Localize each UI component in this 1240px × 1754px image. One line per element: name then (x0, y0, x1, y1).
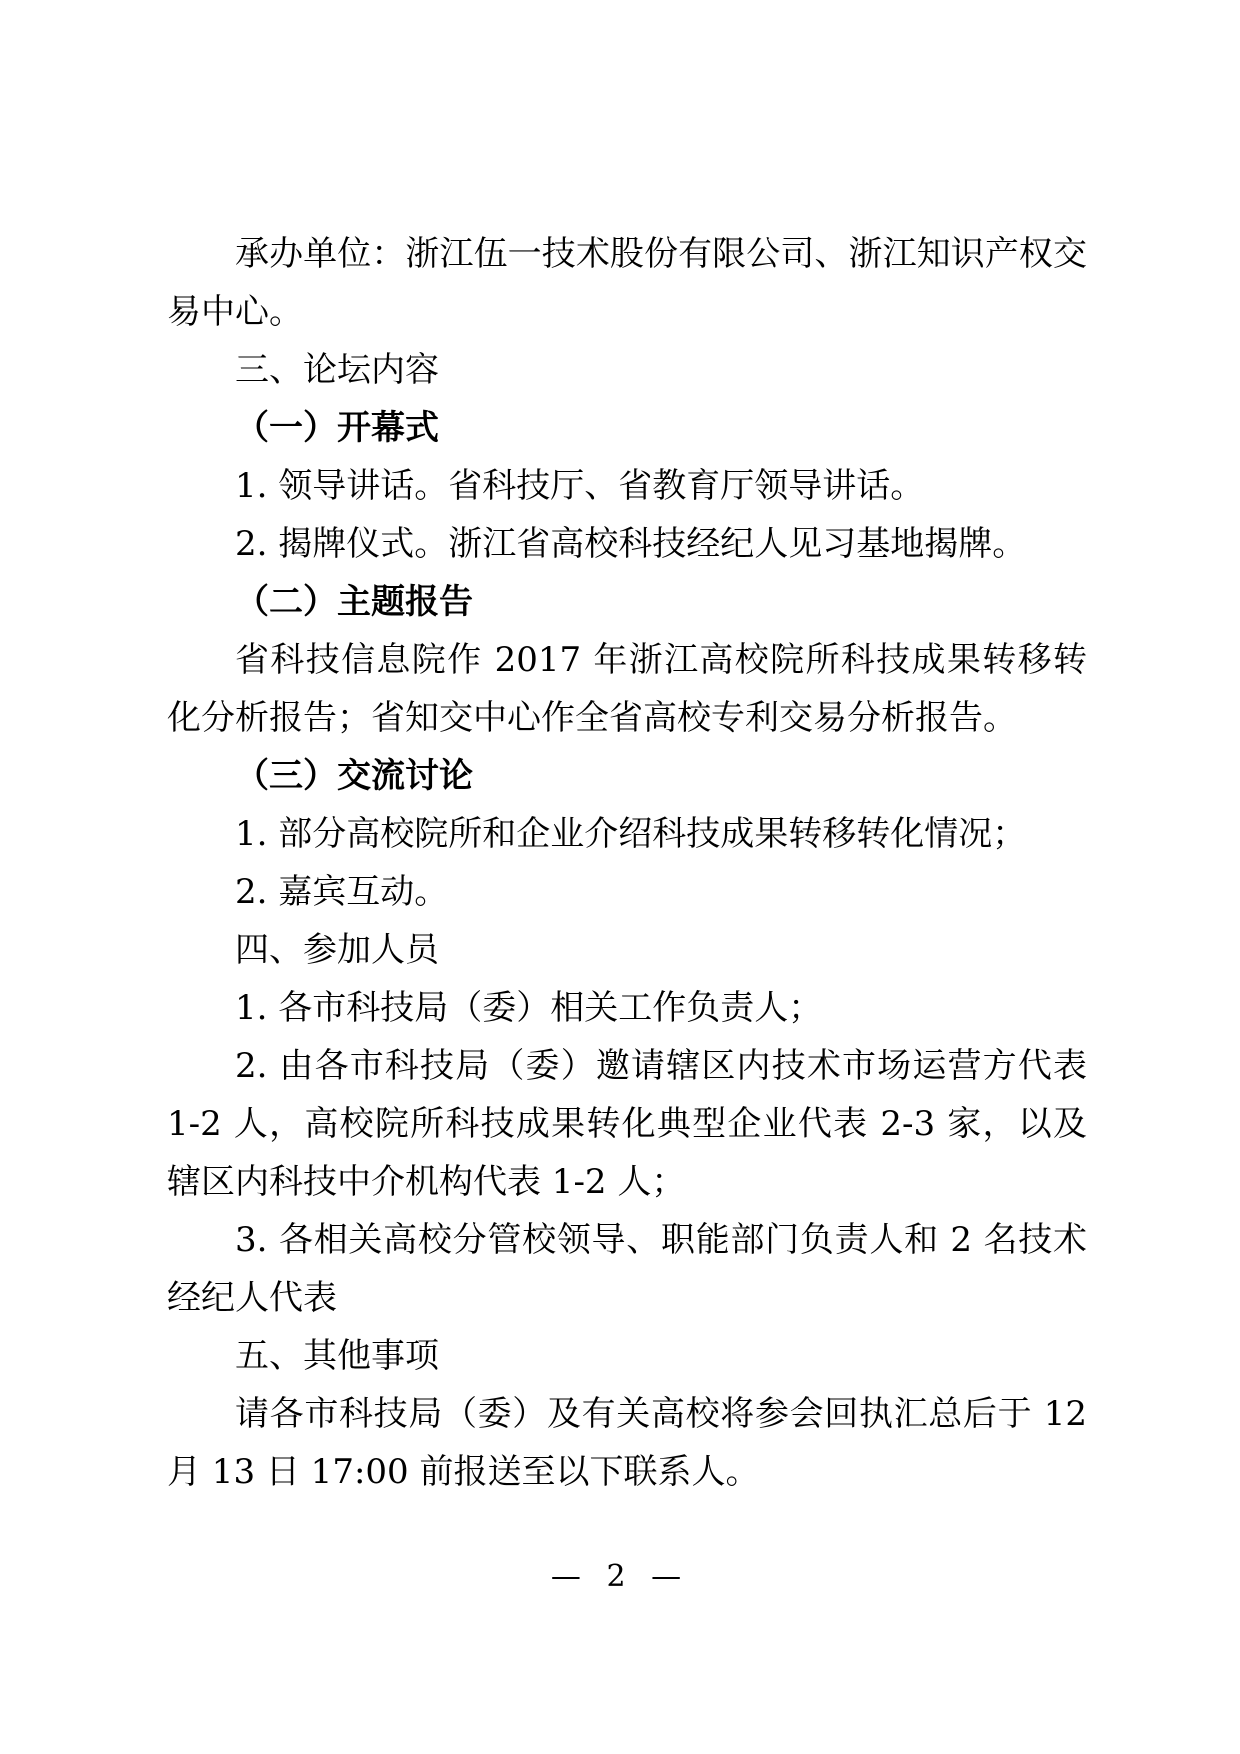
list-item-unveiling: 2. 揭牌仪式。浙江省高校科技经纪人见习基地揭牌。 (235, 524, 1027, 564)
section-heading-other: 五、其他事项 (235, 1336, 439, 1376)
subheading-opening: （一）开幕式 (235, 408, 439, 448)
document-body (167, 225, 1087, 1501)
other-matters-paragraph: 请各市科技局（委）及有关高校将参会回执汇总后于 12 月 13 日 17:00 前报送至以下联系人。 (167, 1394, 1087, 1492)
list-item-introduction: 1. 部分高校院所和企业介绍科技成果转移转化情况； (235, 814, 1027, 854)
section-heading-content: 三、论坛内容 (235, 350, 439, 390)
list-item-interaction: 2. 嘉宾互动。 (235, 872, 449, 912)
subheading-keynote: （二）主题报告 (235, 582, 473, 622)
subheading-discussion: （三）交流讨论 (235, 756, 473, 796)
list-item-leader-speech: 1. 领导讲话。省科技厅、省教育厅领导讲话。 (235, 466, 925, 506)
organizer-paragraph: 承办单位：浙江伍一技术股份有限公司、浙江知识产权交易中心。 (167, 234, 1087, 332)
page-number: — 2 — (550, 1559, 690, 1594)
report-paragraph: 省科技信息院作 2017 年浙江高校院所科技成果转移转化分析报告；省知交中心作全省高校专利交易分析报告。 (167, 640, 1087, 738)
list-item-invited-reps: 2. 由各市科技局（委）邀请辖区内技术市场运营方代表 1-2 人，高校院所科技成果转化典型企业代表 2-3 家，以及辖区内科技中介机构代表 1-2 人； (167, 1046, 1087, 1202)
list-item-university-reps: 3. 各相关高校分管校领导、职能部门负责人和 2 名技术经纪人代表 (167, 1220, 1087, 1318)
section-heading-participants: 四、参加人员 (235, 930, 439, 970)
list-item-bureau-leads: 1. 各市科技局（委）相关工作负责人； (235, 988, 823, 1028)
